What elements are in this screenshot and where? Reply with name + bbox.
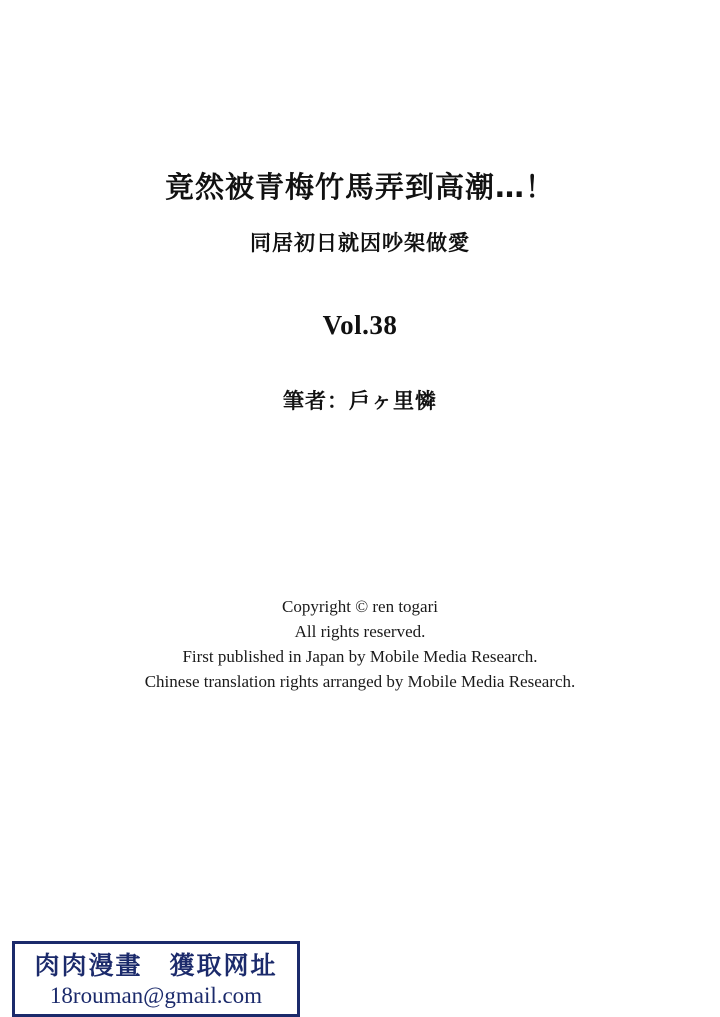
copyright-line: First published in Japan by Mobile Media Research.: [182, 647, 538, 666]
copyright-line: All rights reserved.: [294, 622, 426, 641]
watermark-email: 18rouman@gmail.com: [49, 982, 263, 1008]
copyright-line: Chinese translation rights arranged by Mobile Media Research.: [144, 672, 576, 691]
copyright-block: [0, 594, 720, 694]
copyright-line: Copyright © ren togari: [282, 597, 438, 616]
author-label: 筆者：戶ヶ里憐: [283, 388, 437, 413]
title-block: [0, 170, 720, 415]
page-subtitle: 同居初日就因吵架做愛: [250, 230, 470, 255]
volume-label: Vol.38: [322, 309, 398, 340]
page-title: 竟然被青梅竹馬弄到高潮…！: [164, 170, 555, 204]
watermark-site-name: 肉肉漫畫 獲取网址: [34, 951, 278, 981]
watermark-banner: [12, 941, 300, 1017]
